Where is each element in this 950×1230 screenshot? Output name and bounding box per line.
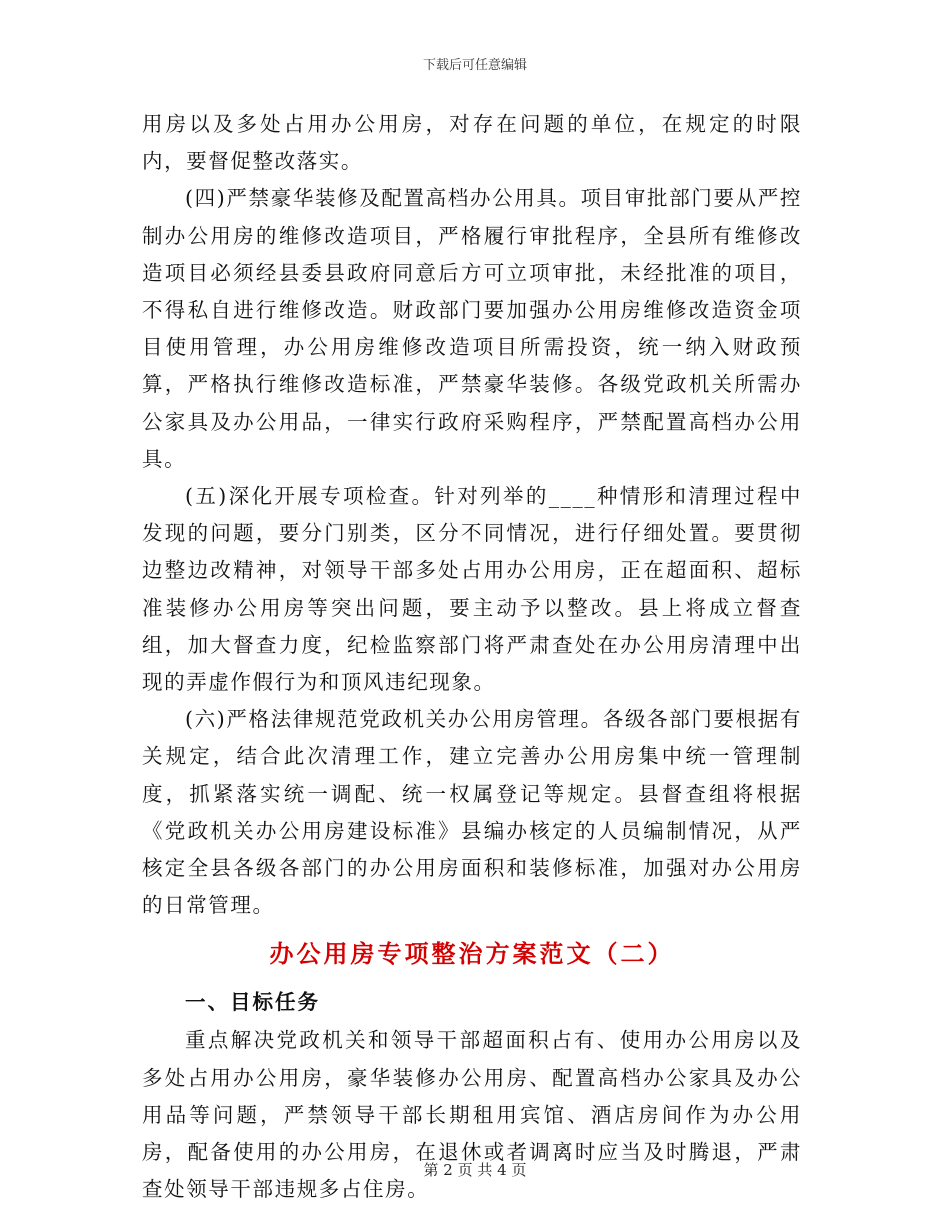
paragraph-continued: 用房以及多处占用办公用房，对存在问题的单位，在规定的时限内，要督促整改落实。 (142, 112, 802, 174)
section-heading: 一、目标任务 (185, 990, 320, 1015)
paragraph-item-4: (四)严禁豪华装修及配置高档办公用具。项目审批部门要从严控制办公用房的维修改造项目，严格履行审批程序，全县所有维修改造项目必须经县委县政府同意后方可立项审批，未经批准的项目，不得私自进行维修改造。财政部门要加强办公用房维修改造资金项目使用管理，办公用房维修改造项目所需投资，统一纳入财政预算，严格执行维修改造标准，严禁豪华装修。各级党政机关所需办公家具及办公用品，一律实行政府采购程序，严禁配置高档办公用具。 (142, 186, 802, 471)
page-header: 下载后可任意编辑 (422, 58, 527, 73)
paragraph-item-6: (六)严格法律规范党政机关办公用房管理。各级各部门要根据有关规定，结合此次清理工作，建立完善办公用房集中统一管理制度，抓紧落实统一调配、统一权属登记等规定。县督查组将根据《党政机关办公用房建设标准》县编办核定的人员编制情况，从严核定全县各级各部门的办公用房面积和装修标准，加强对办公用房的日常管理。 (142, 707, 802, 918)
page-footer: 第 2 页 共 4 页 (423, 1161, 527, 1179)
paragraph-goal: 重点解决党政机关和领导干部超面积占有、使用办公用房以及多处占用办公用房，豪华装修办公用房、配置高档办公家具及办公用品等问题，严禁领导干部长期租用宾馆、酒店房间作为办公用房，配备使用的办公用房，在退休或者调离时应当及时腾退，严肃查处领导干部违规多占住房。 (142, 1028, 802, 1202)
paragraph-item-5: (五)深化开展专项检查。针对列举的____种情形和清理过程中发现的问题，要分门别类，区分不同情况，进行仔细处置。要贯彻边整边改精神，对领导干部多处占用办公用房，正在超面积、超标准装修办公用房等突出问题，要主动予以整改。县上将成立督查组，加大督查力度，纪检监察部门将严肃查处在办公用房清理中出现的弄虚作假行为和顶风违纪现象。 (142, 484, 802, 695)
document-body (142, 106, 802, 1208)
section-title: 办公用房专项整治方案范文（二） (269, 939, 675, 969)
